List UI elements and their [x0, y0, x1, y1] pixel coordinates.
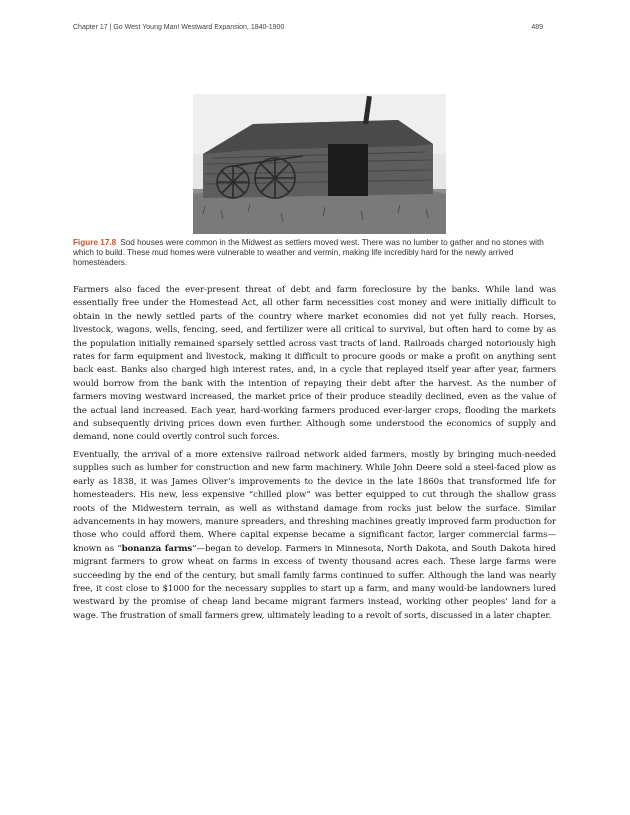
key-term-bonanza-farms: bonanza farms: [121, 543, 193, 554]
page-number: 489: [531, 24, 543, 31]
paragraph-debt: Farmers also faced the ever-present threat of debt and farm foreclosure by the banks. While land was essentially free under the Homestead Act, all other farm necessities cost money and were initially difficult to obtain in the newly settled parts of the country where market economies did not yet fully reach. Horses, livestock, wagons, wells, fencing, seed, and fertilizer were all critical to survival, but often hard to come by as the population initially remained sparsely settled across vast tracts of land. Railroads charged notoriously high rates for farm equipment and livestock, making it difficult to procure goods or make a profit on anything sent back east. Banks also charged high interest rates, and, in a cycle that replayed itself year after year, farmers would borrow from the bank with the intention of repaying their debt after the harvest. As the number of farmers moving westward increased, the market price of their produce steadily declined, even as the value of the actual land increased. Each year, hard-working farmers produced ever-larger crops, flooding the markets and subsequently driving prices down even further. Although some understood the economics of supply and demand, none could overtly control such forces.: [73, 285, 556, 443]
running-header: [73, 24, 543, 31]
paragraph-railroads-part1: Eventually, the arrival of a more extensive railroad network aided farmers, mostly by bringing much-needed supplies such as lumber for construction and new farm machinery. While John Deere sold a steel-faced plow as early as 1838, it was James Oliver’s improvements to the device in the late 1860s that transformed life for homesteaders. His new, less expensive “chilled plow” was better equipped to cut through the shallow grass roots of the Midwestern terrain, as well as withstand damage from rocks just below the surface. Similar advancements in hay mowers, manure spreaders, and threshing machines greatly improved farm production for those who could afford them. Where capital expense became a significant factor, larger commercial farms—known as “: [73, 450, 556, 554]
paragraph-railroads-part2: ”—began to develop. Farmers in Minnesota, North Dakota, and South Dakota hired migrant farmers to grow wheat on farms in excess of twenty thousand acres each. These large farms were succeeding by the end of the century, but small family farms continued to suffer. Although the land was nearly free, it cost close to $1000 for the necessary supplies to start up a farm, and many would-be landowners lured westward by the promise of cheap land became migrant farmers instead, working other peoples’ land for a wage. The frustration of small farmers grew, ultimately leading to a revolt of sorts, discussed in a later chapter.: [73, 543, 556, 621]
figure-label: Figure 17.8: [73, 238, 117, 247]
paragraph-railroads: [73, 449, 556, 623]
sod-house-illustration: [193, 94, 446, 234]
running-title: Chapter 17 | Go West Young Man! Westward Expansion, 1840-1900: [73, 24, 285, 31]
figure-caption-text: Sod houses were common in the Midwest as settlers moved west. There was no lumber to gather and no stones with which to build. These mud homes were vulnerable to weather and vermin, making life incredibly hard for the newly arrived homesteaders.: [73, 238, 544, 267]
figure-caption: [73, 238, 553, 268]
sod-house-photo: [193, 94, 446, 234]
